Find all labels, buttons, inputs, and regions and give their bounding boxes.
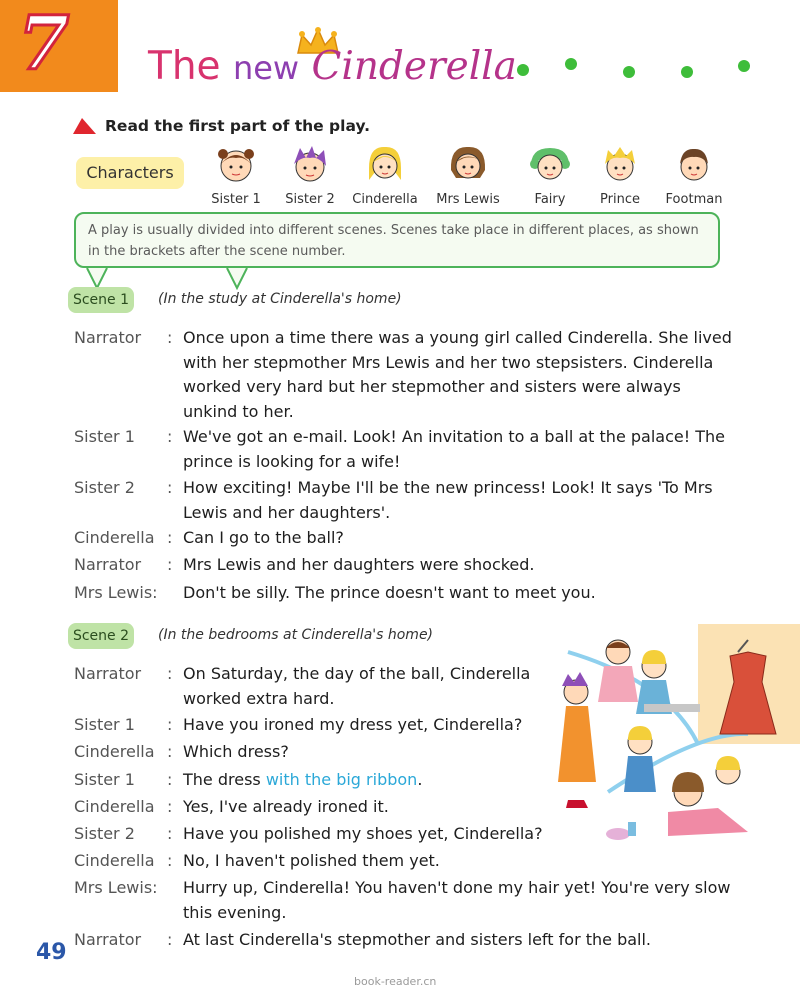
- character-footman: [654, 144, 734, 207]
- speaker: Cinderella: [74, 742, 155, 761]
- dialogue: On Saturday, the day of the ball, Cinderella worked extra hard.: [183, 664, 531, 708]
- speaker: Narrator: [74, 328, 142, 347]
- character-name: Cinderella: [352, 192, 418, 207]
- tip-pointer: [226, 268, 248, 290]
- script-line: Sister 1 : Have you ironed my dress yet, Cinderella?: [74, 713, 734, 739]
- scene-2-location: (In the bedrooms at Cinderella's home): [158, 627, 434, 643]
- dialogue: Which dress?: [183, 742, 289, 761]
- dialogue: At last Cinderella's stepmother and sisters left for the ball.: [183, 930, 652, 949]
- speaker: Narrator: [74, 664, 142, 683]
- character-fairy: [510, 144, 590, 207]
- speaker: Sister 2: [74, 824, 135, 843]
- footman-face-icon: [672, 144, 716, 184]
- scene-1-tag: Scene 1: [68, 287, 134, 313]
- watermark: book-reader.cn: [354, 975, 437, 988]
- script-line: Narrator : Mrs Lewis and her daughters were shocked.: [74, 553, 734, 579]
- title-the: The: [148, 44, 221, 89]
- character-mrs-lewis: [428, 144, 508, 207]
- page-number: 49: [36, 940, 67, 965]
- dialogue: Can I go to the ball?: [183, 528, 344, 547]
- scene-2-tag: Scene 2: [68, 623, 134, 649]
- character-name: Footman: [665, 192, 723, 207]
- character-sister-1: [196, 144, 276, 207]
- script-line: Cinderella : No, I haven't polished them yet.: [74, 849, 734, 875]
- character-name: Prince: [600, 192, 640, 207]
- makeup-items-icon: [606, 822, 636, 840]
- cinderella-ironing-icon: [636, 650, 700, 714]
- title-new: new: [232, 49, 300, 87]
- dialogue: Don't be silly. The prince doesn't want to meet you.: [183, 583, 596, 602]
- dialogue: Have you ironed my dress yet, Cinderella?: [183, 715, 523, 734]
- fairy-face-icon: [528, 144, 572, 184]
- decor-dot: [623, 66, 635, 78]
- task-instruction: Read the first part of the play.: [105, 117, 371, 135]
- speaker: Cinderella: [74, 797, 155, 816]
- sister-2-face-icon: [288, 144, 332, 184]
- dialogue: Once upon a time there was a young girl called Cinderella. She lived with her stepmother Mrs Lewis and her two stepsisters. Cinderella worked very hard but her stepmother and sisters were always unkind to her.: [183, 328, 732, 421]
- script-line: Narrator : At last Cinderella's stepmother and sisters left for the ball.: [74, 928, 734, 954]
- mrs-lewis-hair-icon: [668, 756, 748, 836]
- decor-dot: [738, 60, 750, 72]
- characters-tag: Characters: [76, 157, 184, 189]
- script-line: Sister 1 : We've got an e-mail. Look! An invitation to a ball at the palace! The prince is looking for a wife!: [74, 425, 734, 475]
- dialogue: Have you polished my shoes yet, Cinderella?: [183, 824, 543, 843]
- character-name: Fairy: [534, 192, 566, 207]
- dialogue: How exciting! Maybe I'll be the new princess! Look! It says 'To Mrs Lewis and her daughters'.: [183, 478, 713, 522]
- tip-text: A play is usually divided into different scenes. Scenes take place in different places, as shown in the brackets after the scene number.: [88, 223, 699, 259]
- character-name: Sister 2: [285, 192, 335, 207]
- cinderella-polishing-icon: [624, 726, 656, 792]
- speaker: Mrs Lewis:: [74, 878, 158, 897]
- speaker: Mrs Lewis:: [74, 583, 158, 602]
- decor-dot: [565, 58, 577, 70]
- cinderella-face-icon: [363, 144, 407, 184]
- dialogue: No, I haven't polished them yet.: [183, 851, 440, 870]
- dialogue: Hurry up, Cinderella! You haven't done my hair yet! You're very slow this evening.: [183, 878, 731, 922]
- sister-ironing-icon: [598, 640, 638, 702]
- character-cinderella: [345, 144, 425, 207]
- decor-dot: [681, 66, 693, 78]
- character-sister-2: [270, 144, 350, 207]
- script-line: Narrator : Once upon a time there was a young girl called Cinderella. She lived with her stepmother Mrs Lewis and her two stepsisters. Cinderella worked very hard but her stepmother and sisters were always unkind to her.: [74, 326, 734, 424]
- dialogue: Yes, I've already ironed it.: [183, 797, 389, 816]
- speaker: Narrator: [74, 930, 142, 949]
- scene-1-location: (In the study at Cinderella's home): [158, 291, 402, 307]
- speaker: Narrator: [74, 555, 142, 574]
- character-name: Mrs Lewis: [436, 192, 500, 207]
- script-line: Cinderella : Which dress?: [74, 740, 734, 766]
- speaker: Cinderella: [74, 528, 155, 547]
- character-name: Sister 1: [211, 192, 261, 207]
- speaker: Sister 1: [74, 715, 135, 734]
- character-prince: [580, 144, 660, 207]
- dialogue: The dress with the big ribbon.: [183, 770, 423, 789]
- speaker: Cinderella: [74, 851, 155, 870]
- decor-dot: [517, 64, 529, 76]
- page-title: [148, 42, 517, 93]
- speaker: Sister 1: [74, 427, 135, 446]
- script-line: Cinderella : Can I go to the ball?: [74, 526, 734, 552]
- script-line: [74, 876, 734, 926]
- task-triangle-icon: [72, 116, 98, 136]
- dialogue: Mrs Lewis and her daughters were shocked.: [183, 555, 535, 574]
- sister-with-shoes-icon: [558, 672, 596, 808]
- script-line: Sister 2 : How exciting! Maybe I'll be the new princess! Look! It says 'To Mrs Lewis and her daughters'.: [74, 476, 734, 526]
- script-line: [74, 581, 734, 607]
- script-line: Sister 1 : The dress with the big ribbon.: [74, 768, 734, 794]
- dialogue: We've got an e-mail. Look! An invitation to a ball at the palace! The prince is looking for a wife!: [183, 427, 725, 471]
- unit-number: 7: [18, 1, 70, 87]
- sister-1-face-icon: [214, 144, 258, 184]
- tip-box: [74, 212, 720, 268]
- prince-face-icon: [598, 144, 642, 184]
- speaker: Sister 2: [74, 478, 135, 497]
- script-line: Cinderella : Yes, I've already ironed it.: [74, 795, 734, 821]
- highlighted-phrase: with the big ribbon: [265, 770, 418, 789]
- scene-2-illustration: [548, 622, 800, 862]
- script-line: Sister 2 : Have you polished my shoes yet, Cinderella?: [74, 822, 734, 848]
- speaker: Sister 1: [74, 770, 135, 789]
- mrs-lewis-face-icon: [446, 144, 490, 184]
- script-line: Narrator : On Saturday, the day of the ball, Cinderella worked extra hard.: [74, 662, 560, 712]
- title-cinderella: Cinderella: [311, 44, 517, 89]
